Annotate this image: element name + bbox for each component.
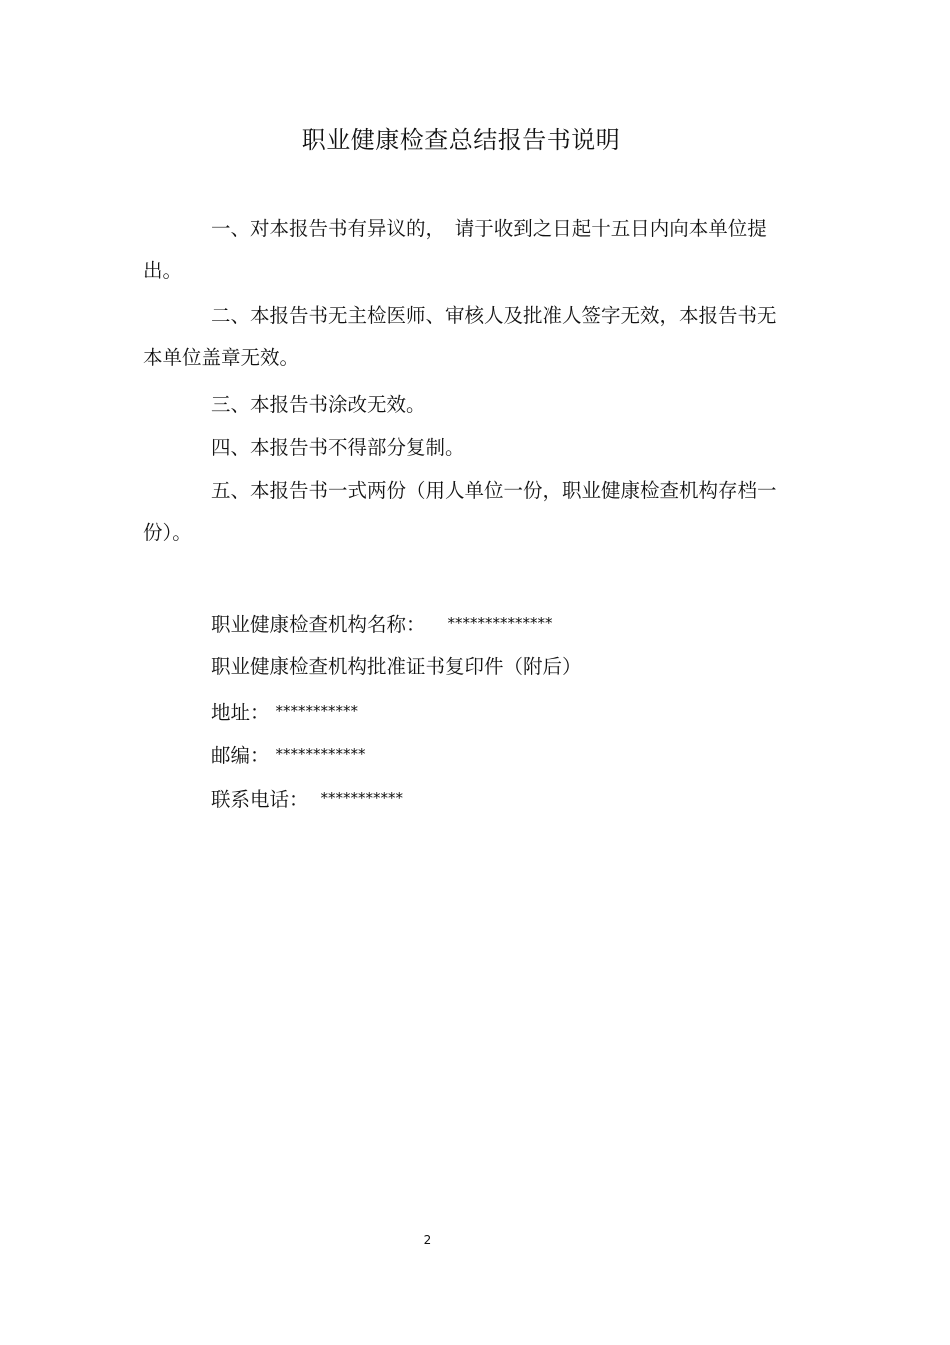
phone-value: ***********: [320, 789, 404, 807]
postcode-label: 邮编：: [211, 744, 270, 767]
phone-line: [211, 784, 811, 814]
address-value: ***********: [275, 702, 359, 720]
institution-name-value: **************: [447, 614, 553, 632]
note-5: 五、本报告书一式两份（用人单位一份，职业健康检查机构存档一份）。: [143, 479, 777, 544]
postcode-value: ************: [275, 745, 366, 763]
institution-name-label: 职业健康检查机构名称：: [211, 613, 426, 636]
page-number: 2: [423, 1233, 432, 1247]
phone-label: 联系电话：: [211, 788, 309, 811]
note-1: 一、对本报告书有异议的， 请于收到之日起十五日内向本单位提出。: [143, 217, 767, 282]
note-3: 三、本报告书涂改无效。: [211, 393, 426, 416]
certificate-line: 职业健康检查机构批准证书复印件（附后）: [211, 655, 582, 678]
address-line: [211, 697, 811, 727]
institution-name-line: [211, 609, 811, 639]
note-4: 四、本报告书不得部分复制。: [211, 436, 465, 459]
note-2: 二、本报告书无主检医师、审核人及批准人签字无效，本报告书无本单位盖章无效。: [143, 304, 777, 369]
document-title: 职业健康检查总结报告书说明: [301, 126, 621, 154]
address-label: 地址：: [211, 701, 270, 724]
postcode-line: [211, 740, 811, 770]
